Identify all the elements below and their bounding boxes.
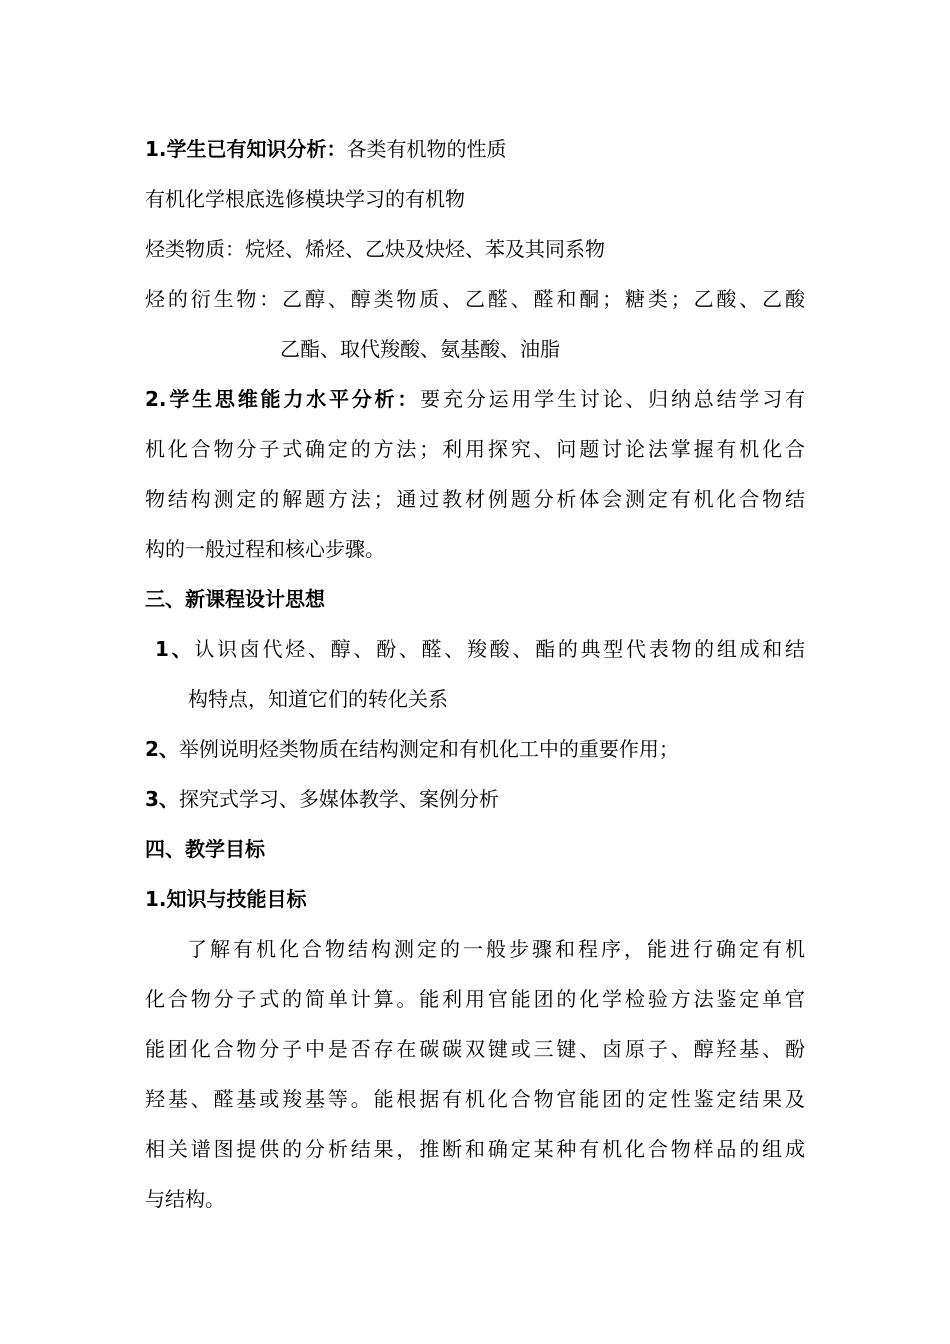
thinking-ability-line-3: 物结构测定的解题方法；通过教材例题分析体会测定有机化合物结 [145,487,805,511]
thinking-ability-heading: 2.学生思维能力水平分析： [145,387,421,411]
design-item-1-number: 1、 [155,637,195,661]
prior-knowledge-line-4: 烃的衍生物：乙醇、醇类物质、乙醛、醛和酮；糖类；乙酸、乙酸 [145,287,805,311]
goals-heading: 四、教学目标 [145,837,265,861]
design-item-2-number: 2、 [145,737,179,761]
prior-knowledge-line-1 [145,134,507,164]
design-heading: 三、新课程设计思想 [145,587,325,611]
goals-paragraph-line-4: 羟基、醛基或羧基等。能根据有机化合物官能团的定性鉴定结果及 [145,1087,805,1111]
design-item-2 [145,734,679,764]
design-item-1-line-1 [155,634,805,664]
design-item-2-text: 举例说明烃类物质在结构测定和有机化工中的重要作用； [178,737,679,761]
design-item-1-text: 认识卤代烃、醇、酚、醛、羧酸、酯的典型代表物的组成和结 [194,637,806,661]
prior-knowledge-line-3: 烃类物质：烷烃、烯烃、乙炔及炔烃、苯及其同系物 [145,237,605,261]
design-item-3 [145,784,499,814]
design-item-3-number: 3、 [145,787,179,811]
thinking-ability-text: 要充分运用学生讨论、归纳总结学习有 [420,387,806,411]
prior-knowledge-heading: 1.学生已有知识分析： [145,137,347,161]
thinking-ability-line-2: 机化合物分子式确定的方法；利用探究、问题讨论法掌握有机化合 [145,437,805,461]
goals-paragraph-line-1: 了解有机化合物结构测定的一般步骤和程序，能进行确定有机 [187,937,805,961]
design-item-3-text: 探究式学习、多媒体教学、案例分析 [178,787,499,811]
goals-paragraph-line-6: 与结构。 [145,1187,225,1211]
goals-paragraph-line-2: 化合物分子式的简单计算。能利用官能团的化学检验方法鉴定单官 [145,987,805,1011]
prior-knowledge-line-2: 有机化学根底选修模块学习的有机物 [145,187,465,211]
design-item-1-line-2: 构特点，知道它们的转化关系 [188,687,448,711]
thinking-ability-line-1 [145,384,805,414]
goals-subheading: 1.知识与技能目标 [145,887,307,911]
prior-knowledge-line-5: 乙酯、取代羧酸、氨基酸、油脂 [280,337,560,361]
prior-knowledge-text: 各类有机物的性质 [346,137,507,161]
thinking-ability-line-4: 构的一般过程和核心步骤。 [145,537,385,561]
goals-paragraph-line-3: 能团化合物分子中是否存在碳碳双键或三键、卤原子、醇羟基、酚 [145,1037,805,1061]
goals-paragraph-line-5: 相关谱图提供的分析结果，推断和确定某种有机化合物样品的组成 [145,1137,805,1161]
